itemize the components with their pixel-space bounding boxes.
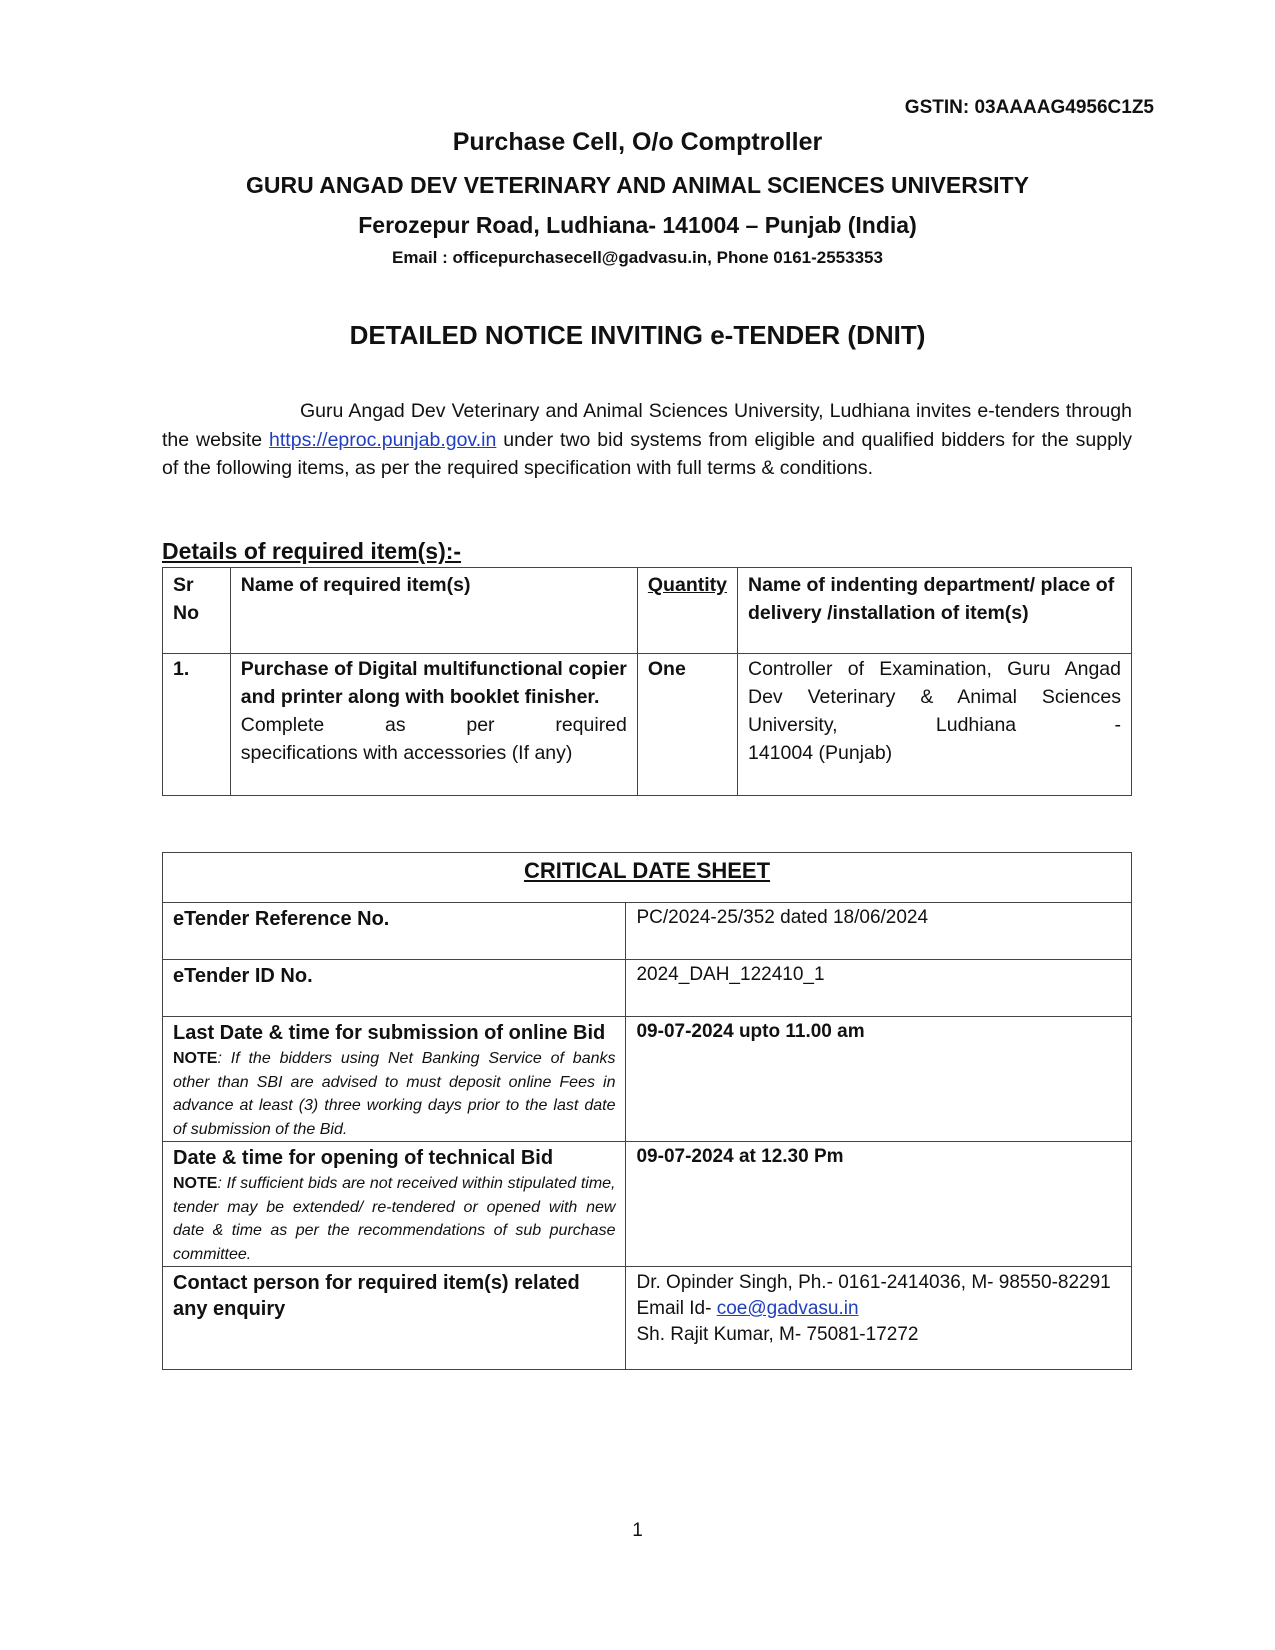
item-spec-line2: specifications with accessories (If any): [240, 742, 573, 764]
contact-line-3: Sh. Rajit Kumar, M- 75081-17272: [636, 1324, 919, 1345]
office-name: Purchase Cell, O/o Comptroller: [452, 128, 823, 156]
opening-value-cell: [626, 1142, 1132, 1267]
reference-value: PC/2024-25/352 dated 18/06/2024: [636, 907, 929, 928]
table-row: [163, 654, 1132, 796]
items-heading: Details of required item(s):-: [162, 538, 462, 564]
opening-note-text: : If sufficient bids are not received within stipulated time, tender may be extended/ re-tendered or opened with new date & time as per the recommendations of sub purchase committee.: [173, 1175, 616, 1263]
item-department-pin: 141004 (Punjab): [747, 742, 893, 764]
submission-label: Last Date & time for submission of online Bid: [173, 1022, 606, 1044]
items-table: [162, 567, 1132, 796]
university-address: Ferozepur Road, Ludhiana- 141004 – Punjab (India): [358, 212, 917, 238]
item-spec-line1: Complete as per required: [240, 714, 627, 736]
col-header-sr: Sr No: [163, 568, 231, 654]
critical-date-sheet: [162, 852, 1132, 1370]
tender-id-label: eTender ID No.: [173, 965, 313, 987]
table-row: [163, 903, 1132, 960]
reference-label: eTender Reference No.: [173, 908, 390, 930]
gstin-number: GSTIN: 03AAAAG4956C1Z5: [904, 97, 1154, 118]
contact-details: Email : officepurchasecell@gadvasu.in, Phone 0161-2553353: [392, 248, 883, 267]
document-title: DETAILED NOTICE INVITING e-TENDER (DNIT): [349, 320, 926, 350]
opening-value: 09-07-2024 at 12.30 Pm: [636, 1146, 844, 1167]
reference-label-cell: [163, 903, 626, 960]
submission-value: 09-07-2024 upto 11.00 am: [636, 1021, 865, 1042]
opening-label: Date & time for opening of technical Bid: [173, 1147, 554, 1169]
col-header-department: Name of indenting department/ place of delivery /installation of item(s): [737, 568, 1131, 654]
item-name-cell: [230, 654, 637, 796]
submission-label-cell: [163, 1017, 626, 1142]
tender-id-value-cell: [626, 960, 1132, 1017]
submission-value-cell: [626, 1017, 1132, 1142]
table-row: [163, 1017, 1132, 1142]
critical-date-sheet-title-cell: [163, 853, 1132, 903]
page-number: 1: [632, 1520, 643, 1541]
items-table-header: [163, 568, 1132, 654]
col-header-quantity: Quantity: [637, 568, 737, 654]
item-sr: 1.: [163, 654, 231, 796]
university-name: GURU ANGAD DEV VETERINARY AND ANIMAL SCIENCES UNIVERSITY: [246, 172, 1029, 198]
intro-text-end: under two bid systems from eligible and qualified bidders for the supply of the following items, as per the required specification with full terms & conditions.: [162, 428, 1132, 479]
table-row: [163, 1142, 1132, 1267]
col-header-name: Name of required item(s): [230, 568, 637, 654]
eproc-link[interactable]: https://eproc.punjab.gov.in: [269, 428, 497, 451]
item-department: Controller of Examination, Guru Angad Dev Veterinary & Animal Sciences University, Ludhiana -: [747, 658, 1121, 736]
item-quantity: One: [637, 654, 737, 796]
item-department-cell: [737, 654, 1131, 796]
submission-note-text: : If the bidders using Net Banking Service of banks other than SBI are advised to must deposit online Fees in advance at least (3) three working days prior to the last date of submission of the Bid.: [173, 1050, 616, 1138]
intro-paragraph: [162, 397, 1132, 483]
critical-date-sheet-title: CRITICAL DATE SHEET: [523, 858, 771, 883]
coe-email-link[interactable]: coe@gadvasu.in: [716, 1298, 859, 1319]
opening-note-prefix: NOTE: [173, 1175, 218, 1192]
item-name: Purchase of Digital multifunctional copier and printer along with booklet finisher.: [240, 658, 627, 708]
reference-value-cell: [626, 903, 1132, 960]
opening-note: [173, 1172, 615, 1266]
contact-email-prefix: Email Id-: [636, 1298, 717, 1319]
tender-id-value: 2024_DAH_122410_1: [636, 964, 825, 985]
contact-label: Contact person for required item(s) related any enquiry: [173, 1272, 580, 1320]
submission-note: [173, 1047, 615, 1141]
contact-line-2: [636, 1296, 1121, 1322]
opening-label-cell: [163, 1142, 626, 1267]
tender-id-label-cell: [163, 960, 626, 1017]
submission-note-prefix: NOTE: [173, 1050, 218, 1067]
table-row: [163, 1267, 1132, 1370]
contact-value-cell: [626, 1267, 1132, 1370]
contact-label-cell: [163, 1267, 626, 1370]
table-row: [163, 960, 1132, 1017]
contact-line-1: Dr. Opinder Singh, Ph.- 0161-2414036, M- 98550-82291: [636, 1272, 1111, 1293]
intro-text-start: Guru Angad Dev Veterinary and Animal Sciences University, Ludhiana invites e-tenders through the website: [162, 400, 1132, 451]
